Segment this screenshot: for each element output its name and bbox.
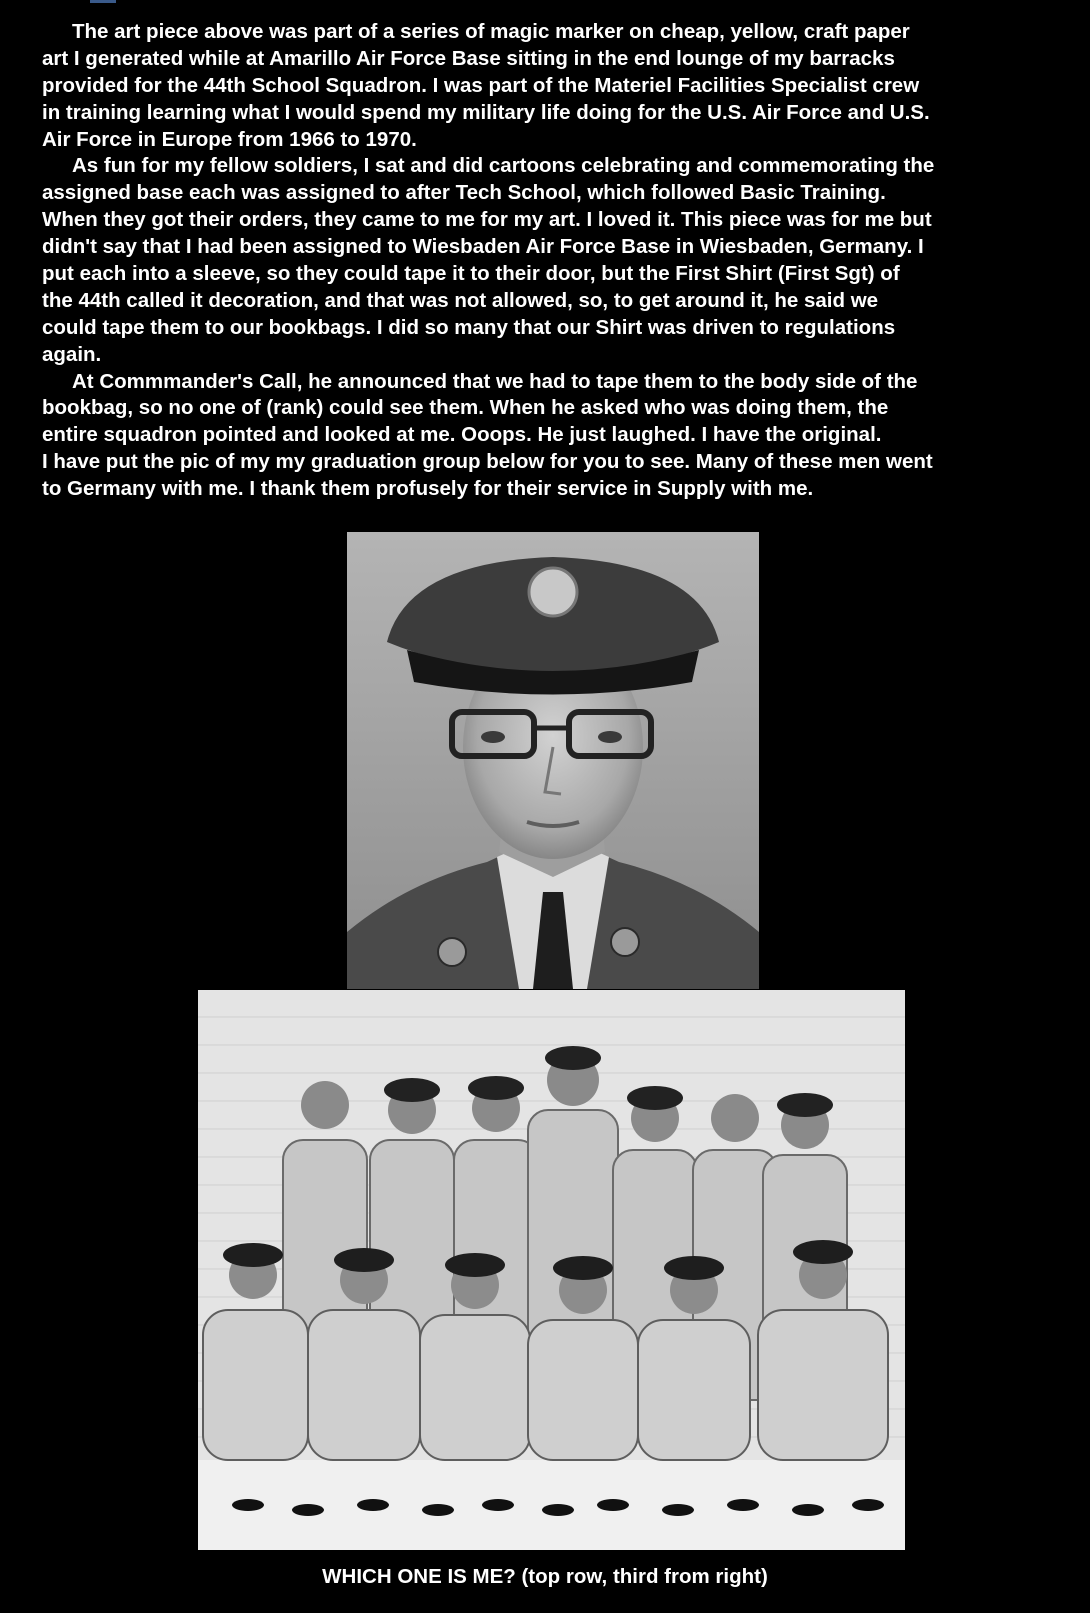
group-illustration [198, 990, 905, 1550]
photo-caption: WHICH ONE IS ME? (top row, third from right) [322, 1565, 768, 1588]
story-line: provided for the 44th School Squadron. I was part of the Materiel Facilities Specialist crew [42, 73, 920, 97]
story-text [42, 19, 1052, 503]
story-line: entire squadron pointed and looked at me. Ooops. He just laughed. I have the original. [42, 423, 882, 447]
story-line: in training learning what I would spend my military life doing for the U.S. Air Force and U.S. [42, 100, 930, 124]
story-line: At Commmander's Call, he announced that we had to tape them to the body side of the [72, 369, 918, 393]
portrait-photo [347, 532, 759, 989]
story-line: bookbag, so no one of (rank) could see them. When he asked who was doing them, the [42, 396, 889, 420]
portrait-illustration [347, 532, 759, 989]
story-line: assigned base each was assigned to after Tech School, which followed Basic Training. [42, 181, 886, 205]
story-line: As fun for my fellow soldiers, I sat and did cartoons celebrating and commemorating the [72, 154, 935, 178]
story-line: I have put the pic of my my graduation group below for you to see. Many of these men went [42, 450, 933, 474]
story-line: art I generated while at Amarillo Air Force Base sitting in the end lounge of my barracks [42, 46, 895, 70]
story-line: put each into a sleeve, so they could tape it to their door, but the First Shirt (First Sgt) of [42, 262, 900, 286]
story-line: Air Force in Europe from 1966 to 1970. [42, 127, 417, 151]
story-line: to Germany with me. I thank them profusely for their service in Supply with me. [42, 477, 814, 501]
story-line: again. [42, 342, 102, 366]
story-line: could tape them to our bookbags. I did so many that our Shirt was driven to regulations [42, 315, 896, 339]
story-line: When they got their orders, they came to me for my art. I loved it. This piece was for me but [42, 208, 932, 232]
story-line: didn't say that I had been assigned to Wiesbaden Air Force Base in Wiesbaden, Germany. I [42, 235, 924, 259]
story-line: the 44th called it decoration, and that was not allowed, so, to get around it, he said we [42, 288, 879, 312]
story-line: The art piece above was part of a series of magic marker on cheap, yellow, craft paper [72, 20, 910, 43]
graduation-group-photo [198, 990, 905, 1550]
top-divider [90, 0, 116, 3]
